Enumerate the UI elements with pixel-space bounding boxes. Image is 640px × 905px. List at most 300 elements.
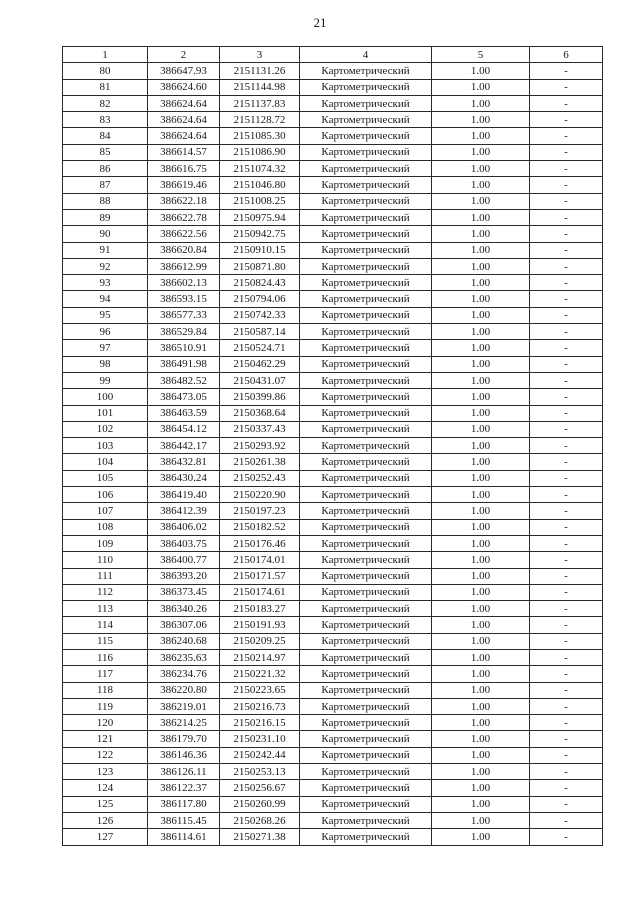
- table-cell: 1.00: [432, 421, 530, 437]
- table-row: [63, 405, 603, 421]
- table-cell: 1.00: [432, 372, 530, 388]
- table-cell: Картометрический: [300, 503, 432, 519]
- table-row: [63, 242, 603, 258]
- table-cell: 92: [63, 258, 148, 274]
- table-cell: 386307.06: [148, 617, 220, 633]
- table-cell: 386419.40: [148, 487, 220, 503]
- table-row: [63, 649, 603, 665]
- table-row: [63, 633, 603, 649]
- table-cell: 94: [63, 291, 148, 307]
- column-header: 2: [148, 47, 220, 63]
- table-cell: 127: [63, 829, 148, 845]
- table-cell: 2150242.44: [220, 747, 300, 763]
- table-cell: -: [530, 112, 603, 128]
- table-cell: 1.00: [432, 209, 530, 225]
- table-cell: Картометрический: [300, 666, 432, 682]
- table-cell: 2150871.80: [220, 258, 300, 274]
- table-cell: -: [530, 682, 603, 698]
- table-cell: 91: [63, 242, 148, 258]
- table-cell: -: [530, 780, 603, 796]
- page-number: 21: [313, 15, 327, 30]
- table-cell: 126: [63, 812, 148, 828]
- table-row: [63, 601, 603, 617]
- table-cell: 1.00: [432, 226, 530, 242]
- table-cell: 1.00: [432, 715, 530, 731]
- table-cell: 386482.52: [148, 372, 220, 388]
- table-cell: 386647.93: [148, 63, 220, 79]
- table-row: [63, 584, 603, 600]
- table-row: [63, 112, 603, 128]
- table-row: [63, 193, 603, 209]
- table-cell: -: [530, 715, 603, 731]
- table-cell: 101: [63, 405, 148, 421]
- table-cell: 2150268.26: [220, 812, 300, 828]
- table-cell: Картометрический: [300, 649, 432, 665]
- table-cell: 386624.64: [148, 128, 220, 144]
- table-cell: 386400.77: [148, 552, 220, 568]
- table-cell: Картометрический: [300, 715, 432, 731]
- table-cell: 103: [63, 438, 148, 454]
- table-cell: -: [530, 193, 603, 209]
- table-cell: 2150174.61: [220, 584, 300, 600]
- table-cell: 2150174.01: [220, 552, 300, 568]
- table-row: [63, 389, 603, 405]
- table-cell: 386473.05: [148, 389, 220, 405]
- table-cell: 1.00: [432, 829, 530, 845]
- table-cell: 1.00: [432, 812, 530, 828]
- table-row: [63, 291, 603, 307]
- table-cell: 1.00: [432, 340, 530, 356]
- table-cell: 386219.01: [148, 698, 220, 714]
- table-cell: 1.00: [432, 242, 530, 258]
- table-cell: 2151128.72: [220, 112, 300, 128]
- table-cell: 106: [63, 487, 148, 503]
- table-cell: -: [530, 454, 603, 470]
- table-cell: 1.00: [432, 731, 530, 747]
- table-cell: -: [530, 291, 603, 307]
- table-cell: 2150253.13: [220, 764, 300, 780]
- table-cell: Картометрический: [300, 193, 432, 209]
- table-cell: 112: [63, 584, 148, 600]
- table-cell: 386624.60: [148, 79, 220, 95]
- table-cell: 95: [63, 307, 148, 323]
- table-cell: 1.00: [432, 438, 530, 454]
- table-cell: Картометрический: [300, 209, 432, 225]
- table-cell: 93: [63, 275, 148, 291]
- table-row: [63, 340, 603, 356]
- table-cell: -: [530, 649, 603, 665]
- table-cell: 386126.11: [148, 764, 220, 780]
- table-row: [63, 682, 603, 698]
- table-cell: 386114.61: [148, 829, 220, 845]
- table-cell: Картометрический: [300, 421, 432, 437]
- table-cell: 386179.70: [148, 731, 220, 747]
- table-cell: -: [530, 95, 603, 111]
- table-cell: 386491.98: [148, 356, 220, 372]
- table-cell: 2150293.92: [220, 438, 300, 454]
- table-row: [63, 535, 603, 551]
- table-row: [63, 372, 603, 388]
- table-row: [63, 95, 603, 111]
- table-cell: 2150337.43: [220, 421, 300, 437]
- table-cell: 2150256.67: [220, 780, 300, 796]
- column-header: 6: [530, 47, 603, 63]
- table-cell: 386122.37: [148, 780, 220, 796]
- table-cell: 125: [63, 796, 148, 812]
- table-row: [63, 715, 603, 731]
- table-cell: 2150910.15: [220, 242, 300, 258]
- table-row: [63, 796, 603, 812]
- table-cell: -: [530, 177, 603, 193]
- table-cell: Картометрический: [300, 291, 432, 307]
- table-cell: 1.00: [432, 568, 530, 584]
- table-cell: 90: [63, 226, 148, 242]
- table-cell: -: [530, 666, 603, 682]
- table-cell: 2150399.86: [220, 389, 300, 405]
- table-cell: Картометрический: [300, 617, 432, 633]
- table-cell: 2150261.38: [220, 454, 300, 470]
- table-cell: 386612.99: [148, 258, 220, 274]
- table-cell: 2150794.06: [220, 291, 300, 307]
- table-cell: 1.00: [432, 144, 530, 160]
- table-cell: 1.00: [432, 95, 530, 111]
- table-row: [63, 258, 603, 274]
- table-cell: 1.00: [432, 617, 530, 633]
- table-cell: 1.00: [432, 633, 530, 649]
- table-cell: -: [530, 764, 603, 780]
- table-row: [63, 209, 603, 225]
- table-cell: -: [530, 226, 603, 242]
- table-cell: 2150171.57: [220, 568, 300, 584]
- table-cell: 87: [63, 177, 148, 193]
- table-row: [63, 764, 603, 780]
- table-cell: 386622.78: [148, 209, 220, 225]
- table-cell: 2151085.30: [220, 128, 300, 144]
- table-cell: Картометрический: [300, 568, 432, 584]
- table-cell: 88: [63, 193, 148, 209]
- table-row: [63, 177, 603, 193]
- table-cell: 386463.59: [148, 405, 220, 421]
- table-row: [63, 275, 603, 291]
- table-cell: 2150214.97: [220, 649, 300, 665]
- table-cell: 2151046.80: [220, 177, 300, 193]
- table-cell: 386577.33: [148, 307, 220, 323]
- table-cell: 386235.63: [148, 649, 220, 665]
- table-cell: 85: [63, 144, 148, 160]
- table-cell: 386510.91: [148, 340, 220, 356]
- table-row: [63, 226, 603, 242]
- table-cell: 89: [63, 209, 148, 225]
- table-cell: -: [530, 568, 603, 584]
- table-cell: 2150182.52: [220, 519, 300, 535]
- table-row: [63, 421, 603, 437]
- table-cell: 2150742.33: [220, 307, 300, 323]
- table-cell: -: [530, 796, 603, 812]
- table-row: [63, 617, 603, 633]
- table-cell: -: [530, 356, 603, 372]
- table-cell: Картометрический: [300, 487, 432, 503]
- table-cell: Картометрический: [300, 79, 432, 95]
- table-cell: -: [530, 438, 603, 454]
- table-cell: 1.00: [432, 552, 530, 568]
- table-cell: 122: [63, 747, 148, 763]
- table-cell: Картометрический: [300, 519, 432, 535]
- table-cell: -: [530, 731, 603, 747]
- table-cell: 386624.64: [148, 95, 220, 111]
- table-row: [63, 454, 603, 470]
- table-row: [63, 519, 603, 535]
- table-cell: 1.00: [432, 307, 530, 323]
- table-cell: Картометрический: [300, 389, 432, 405]
- table-cell: 386593.15: [148, 291, 220, 307]
- table-row: [63, 780, 603, 796]
- table-cell: 1.00: [432, 666, 530, 682]
- table-cell: 2150176.46: [220, 535, 300, 551]
- table-cell: Картометрический: [300, 438, 432, 454]
- table-cell: Картометрический: [300, 226, 432, 242]
- table-cell: 386220.80: [148, 682, 220, 698]
- table-cell: Картометрический: [300, 324, 432, 340]
- table-cell: -: [530, 144, 603, 160]
- table-body: [63, 63, 603, 845]
- table-cell: -: [530, 503, 603, 519]
- table-cell: -: [530, 405, 603, 421]
- table-cell: Картометрический: [300, 258, 432, 274]
- table-cell: 2150271.38: [220, 829, 300, 845]
- table-cell: 100: [63, 389, 148, 405]
- table-cell: 1.00: [432, 601, 530, 617]
- table-cell: 2150587.14: [220, 324, 300, 340]
- table-cell: Картометрический: [300, 584, 432, 600]
- table-cell: Картометрический: [300, 356, 432, 372]
- table-cell: 117: [63, 666, 148, 682]
- table-cell: -: [530, 633, 603, 649]
- table-cell: 108: [63, 519, 148, 535]
- table-cell: Картометрический: [300, 535, 432, 551]
- table-cell: 120: [63, 715, 148, 731]
- table-cell: 1.00: [432, 698, 530, 714]
- table-cell: 2150942.75: [220, 226, 300, 242]
- table-cell: 2150231.10: [220, 731, 300, 747]
- table-cell: 1.00: [432, 535, 530, 551]
- table-cell: -: [530, 372, 603, 388]
- table-cell: 2150216.15: [220, 715, 300, 731]
- table-cell: 110: [63, 552, 148, 568]
- table-cell: 386432.81: [148, 454, 220, 470]
- table-cell: 2150220.90: [220, 487, 300, 503]
- table-cell: -: [530, 584, 603, 600]
- table-cell: 386234.76: [148, 666, 220, 682]
- table-cell: 2151144.98: [220, 79, 300, 95]
- table-cell: 81: [63, 79, 148, 95]
- table-row: [63, 470, 603, 486]
- table-cell: -: [530, 617, 603, 633]
- table-cell: 386412.39: [148, 503, 220, 519]
- table-cell: 2150462.29: [220, 356, 300, 372]
- table-cell: 121: [63, 731, 148, 747]
- table-cell: 386614.57: [148, 144, 220, 160]
- table-cell: -: [530, 535, 603, 551]
- table-cell: -: [530, 389, 603, 405]
- table-cell: 2151131.26: [220, 63, 300, 79]
- table-cell: 386117.80: [148, 796, 220, 812]
- table-cell: 386340.26: [148, 601, 220, 617]
- table-cell: 386214.25: [148, 715, 220, 731]
- table-cell: 2150221.32: [220, 666, 300, 682]
- table-cell: Картометрический: [300, 128, 432, 144]
- table-cell: 1.00: [432, 682, 530, 698]
- table-cell: 1.00: [432, 112, 530, 128]
- table-cell: 1.00: [432, 796, 530, 812]
- table-cell: -: [530, 698, 603, 714]
- table-row: [63, 731, 603, 747]
- table-cell: 1.00: [432, 764, 530, 780]
- table-row: [63, 747, 603, 763]
- table-row: [63, 63, 603, 79]
- table-row: [63, 307, 603, 323]
- table-cell: Картометрический: [300, 747, 432, 763]
- table-cell: 1.00: [432, 291, 530, 307]
- table-cell: 2150183.27: [220, 601, 300, 617]
- table-cell: 102: [63, 421, 148, 437]
- table-row: [63, 666, 603, 682]
- table-cell: -: [530, 242, 603, 258]
- table-cell: -: [530, 128, 603, 144]
- table-cell: 2151008.25: [220, 193, 300, 209]
- table-row: [63, 829, 603, 845]
- table-cell: 386622.56: [148, 226, 220, 242]
- table-cell: 386619.46: [148, 177, 220, 193]
- table-cell: -: [530, 209, 603, 225]
- table-cell: 386393.20: [148, 568, 220, 584]
- column-header: 4: [300, 47, 432, 63]
- table-cell: 1.00: [432, 584, 530, 600]
- table-cell: 2150216.73: [220, 698, 300, 714]
- table-cell: 97: [63, 340, 148, 356]
- table-cell: 1.00: [432, 128, 530, 144]
- table-cell: -: [530, 340, 603, 356]
- table-cell: Картометрический: [300, 552, 432, 568]
- table-cell: 386442.17: [148, 438, 220, 454]
- table-cell: 98: [63, 356, 148, 372]
- table-cell: Картометрический: [300, 764, 432, 780]
- table-cell: -: [530, 812, 603, 828]
- table-cell: Картометрический: [300, 95, 432, 111]
- table-cell: Картометрический: [300, 177, 432, 193]
- table-cell: 2150975.94: [220, 209, 300, 225]
- table-cell: -: [530, 421, 603, 437]
- table-cell: 1.00: [432, 193, 530, 209]
- table-cell: 386454.12: [148, 421, 220, 437]
- table-row: [63, 503, 603, 519]
- table-cell: 386430.24: [148, 470, 220, 486]
- table-row: [63, 552, 603, 568]
- table-cell: 1.00: [432, 747, 530, 763]
- column-header: 5: [432, 47, 530, 63]
- table-cell: 2150191.93: [220, 617, 300, 633]
- table-cell: 386406.02: [148, 519, 220, 535]
- table-cell: -: [530, 307, 603, 323]
- table-cell: Картометрический: [300, 470, 432, 486]
- column-header: 3: [220, 47, 300, 63]
- table-cell: Картометрический: [300, 829, 432, 845]
- table-row: [63, 324, 603, 340]
- table-cell: 113: [63, 601, 148, 617]
- table-cell: 115: [63, 633, 148, 649]
- coordinates-table: [62, 46, 603, 846]
- table-cell: Картометрический: [300, 161, 432, 177]
- table-cell: Картометрический: [300, 275, 432, 291]
- table-cell: 109: [63, 535, 148, 551]
- table-cell: Картометрический: [300, 780, 432, 796]
- table-cell: 1.00: [432, 63, 530, 79]
- table-cell: 2150223.65: [220, 682, 300, 698]
- table-cell: Картометрический: [300, 731, 432, 747]
- table-cell: -: [530, 829, 603, 845]
- table-cell: 84: [63, 128, 148, 144]
- table-cell: Картометрический: [300, 372, 432, 388]
- table-cell: 2150209.25: [220, 633, 300, 649]
- table-cell: 1.00: [432, 389, 530, 405]
- table-cell: Картометрический: [300, 307, 432, 323]
- table-cell: -: [530, 519, 603, 535]
- table-cell: 104: [63, 454, 148, 470]
- table-cell: Картометрический: [300, 633, 432, 649]
- table-cell: 123: [63, 764, 148, 780]
- table-cell: 2151086.90: [220, 144, 300, 160]
- table-cell: 1.00: [432, 649, 530, 665]
- table-cell: Картометрический: [300, 796, 432, 812]
- table-cell: 99: [63, 372, 148, 388]
- table-cell: 96: [63, 324, 148, 340]
- table-cell: 107: [63, 503, 148, 519]
- table-cell: 1.00: [432, 470, 530, 486]
- table-cell: 124: [63, 780, 148, 796]
- table-cell: Картометрический: [300, 405, 432, 421]
- table-cell: 80: [63, 63, 148, 79]
- table-cell: 1.00: [432, 519, 530, 535]
- table-row: [63, 128, 603, 144]
- table-cell: 105: [63, 470, 148, 486]
- table-cell: -: [530, 601, 603, 617]
- table-cell: 86: [63, 161, 148, 177]
- table-cell: Картометрический: [300, 63, 432, 79]
- table-cell: -: [530, 324, 603, 340]
- table-cell: 118: [63, 682, 148, 698]
- table-row: [63, 487, 603, 503]
- table-cell: 386403.75: [148, 535, 220, 551]
- table-cell: 114: [63, 617, 148, 633]
- table-cell: Картометрический: [300, 682, 432, 698]
- column-header: 1: [63, 47, 148, 63]
- table-cell: 386146.36: [148, 747, 220, 763]
- table-cell: 1.00: [432, 405, 530, 421]
- table-cell: 1.00: [432, 177, 530, 193]
- table-cell: -: [530, 79, 603, 95]
- table-row: [63, 161, 603, 177]
- table-cell: 386602.13: [148, 275, 220, 291]
- table-cell: 1.00: [432, 454, 530, 470]
- table-cell: -: [530, 747, 603, 763]
- table-header-row: [63, 47, 603, 63]
- table-cell: 1.00: [432, 79, 530, 95]
- table-cell: 1.00: [432, 503, 530, 519]
- table-cell: 386373.45: [148, 584, 220, 600]
- table-cell: -: [530, 258, 603, 274]
- table-cell: 2151137.83: [220, 95, 300, 111]
- table-row: [63, 79, 603, 95]
- table-cell: 1.00: [432, 487, 530, 503]
